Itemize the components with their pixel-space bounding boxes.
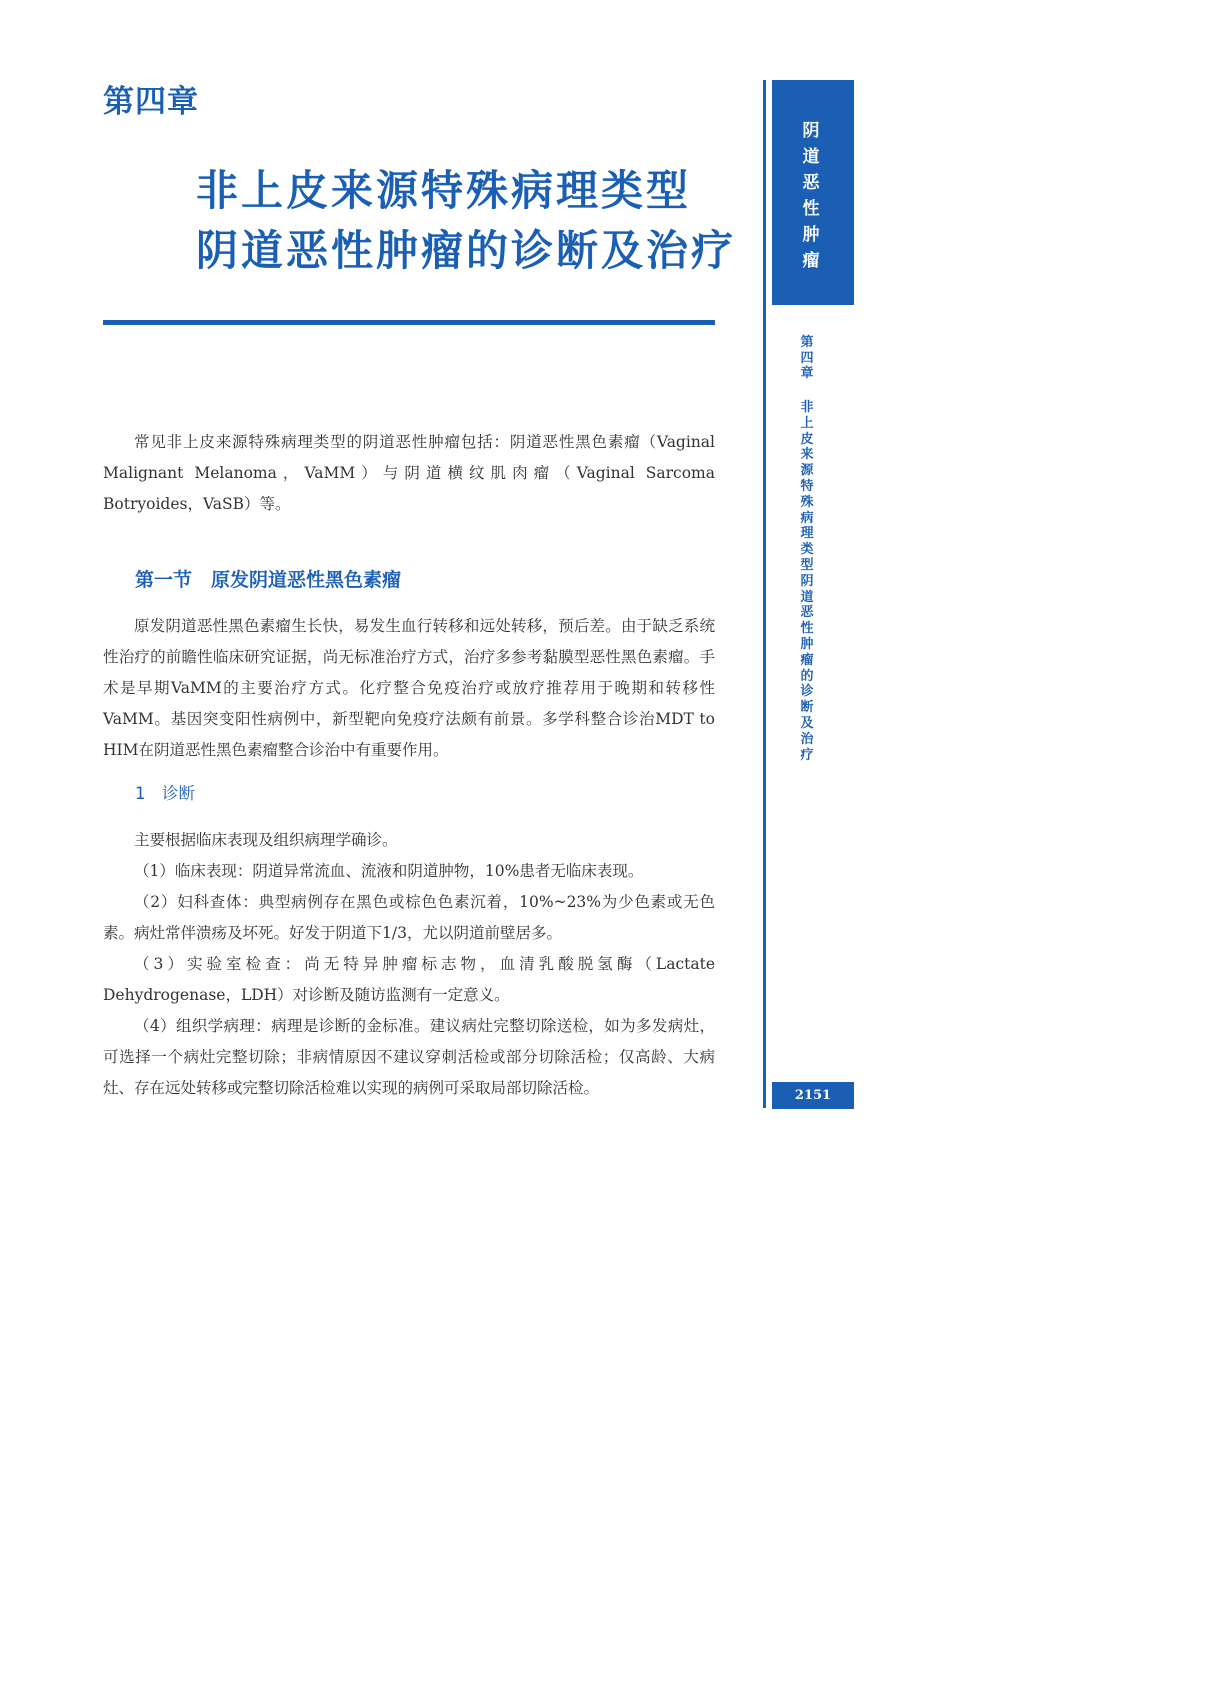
sidebar-tab-text: 阴道恶性肿瘤: [802, 121, 820, 271]
diagnosis-item-4: （4）组织学病理：病理是诊断的金标准。建议病灶完整切除送检，如为多发病灶，可选择一个病灶完整切除；非病情原因不建议穿刺活检或部分切除活检；仅高龄、大病灶、存在远处转移或完整切除活检难以实现的病例可采取局部切除活检。: [103, 1017, 715, 1097]
sidebar-chapter-title: 非上皮来源特殊病理类型阴道恶性肿瘤的诊断及治疗: [800, 400, 814, 763]
section-heading: 第一节 原发阴道恶性黑色素瘤: [135, 569, 402, 591]
title-divider: [103, 320, 715, 325]
sidebar-chapter-label: 第四章: [800, 335, 814, 381]
sidebar-rule: [763, 80, 766, 1108]
chapter-title-line-2: 阴道恶性肿瘤的诊断及治疗: [196, 226, 737, 275]
subsection-heading: 1 诊断: [135, 784, 195, 803]
diagnosis-item-3: （3）实验室检查：尚无特异肿瘤标志物，血清乳酸脱氢酶（Lactate Dehydrogenase，LDH）对诊断及随访监测有一定意义。: [103, 955, 715, 1004]
section-paragraph: 原发阴道恶性黑色素瘤生长快，易发生血行转移和远处转移，预后差。由于缺乏系统性治疗的前瞻性临床研究证据，尚无标准治疗方式，治疗多参考黏膜型恶性黑色素瘤。手术是早期VaMM的主要治疗方式。化疗整合免疫治疗或放疗推荐用于晚期和转移性VaMM。基因突变阳性病例中，新型靶向免疫疗法颇有前景。多学科整合诊治MDT to HIM在阴道恶性黑色素瘤整合诊治中有重要作用。: [103, 617, 715, 759]
page-number: 2151: [772, 1082, 854, 1109]
intro-paragraph: 常见非上皮来源特殊病理类型的阴道恶性肿瘤包括：阴道恶性黑色素瘤（Vaginal Malignant Melanoma，VaMM）与阴道横纹肌肉瘤（Vaginal Sarcoma Botryoides，VaSB）等。: [103, 433, 715, 513]
diagnosis-item-2: （2）妇科查体：典型病例存在黑色或棕色色素沉着，10%~23%为少色素或无色素。病灶常伴溃疡及坏死。好发于阴道下1/3，尤以阴道前壁居多。: [103, 893, 715, 942]
diagnosis-item-1: （1）临床表现：阴道异常流血、流液和阴道肿物，10%患者无临床表现。: [134, 862, 644, 880]
diagnosis-intro: 主要根据临床表现及组织病理学确诊。: [134, 831, 398, 849]
chapter-title-line-1: 非上皮来源特殊病理类型: [196, 166, 692, 215]
chapter-label: 第四章: [103, 84, 199, 120]
